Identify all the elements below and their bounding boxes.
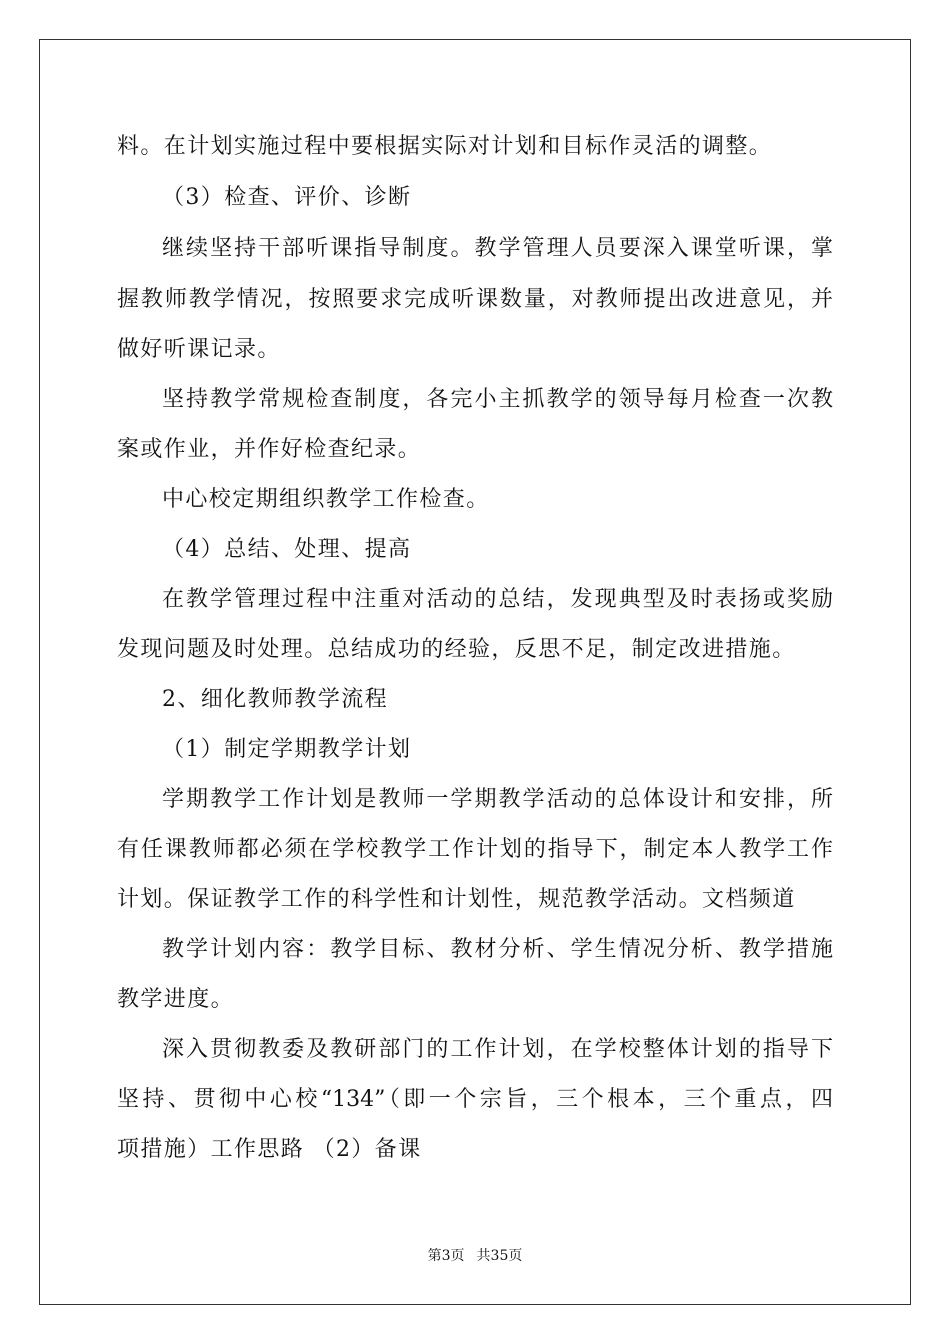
page-total: 共35页 — [476, 1248, 523, 1264]
page-frame — [39, 39, 911, 1305]
text-line: 在教学管理过程中注重对活动的总结，发现典型及时表扬或奖励 — [162, 587, 833, 612]
text-line: 中心校定期组织教学工作检查。 — [162, 487, 490, 512]
text-line: 学期教学工作计划是教师一学期教学活动的总体设计和安排，所 — [162, 787, 833, 812]
text-line: 案或作业，并作好检查纪录。 — [117, 437, 422, 462]
section-heading: （4）总结、处理、提高 — [162, 537, 412, 562]
section-heading: （3）检查、评价、诊断 — [162, 185, 412, 210]
text-line: 项措施）工作思路 （2）备课 — [117, 1137, 422, 1162]
text-line: 计划。保证教学工作的科学性和计划性，规范教学活动。文档频道 — [117, 887, 796, 912]
text-line: 做好听课记录。 — [117, 337, 281, 362]
text-line: 坚持、贯彻中心校“134”（即一个宗旨，三个根本，三个重点，四 — [117, 1087, 833, 1112]
page-number: 第3页 — [427, 1248, 465, 1264]
text-line: 继续坚持干部听课指导制度。教学管理人员要深入课堂听课，掌 — [162, 236, 833, 261]
section-heading: 2、细化教师教学流程 — [162, 687, 388, 712]
page-footer — [0, 1247, 950, 1265]
text-line: 坚持教学常规检查制度，各完小主抓教学的领导每月检查一次教 — [162, 387, 833, 412]
text-line: 有任课教师都必须在学校教学工作计划的指导下，制定本人教学工作 — [117, 837, 833, 862]
text-line: 握教师教学情况，按照要求完成听课数量，对教师提出改进意见，并 — [117, 287, 833, 312]
text-line: 料。在计划实施过程中要根据实际对计划和目标作灵活的调整。 — [117, 134, 773, 159]
text-line: 发现问题及时处理。总结成功的经验，反思不足，制定改进措施。 — [117, 637, 796, 662]
text-line: 教学进度。 — [117, 987, 235, 1012]
text-line: 教学计划内容：教学目标、教材分析、学生情况分析、教学措施 — [162, 937, 833, 962]
section-heading: （1）制定学期教学计划 — [162, 737, 412, 762]
text-line: 深入贯彻教委及教研部门的工作计划，在学校整体计划的指导下 — [162, 1037, 833, 1062]
